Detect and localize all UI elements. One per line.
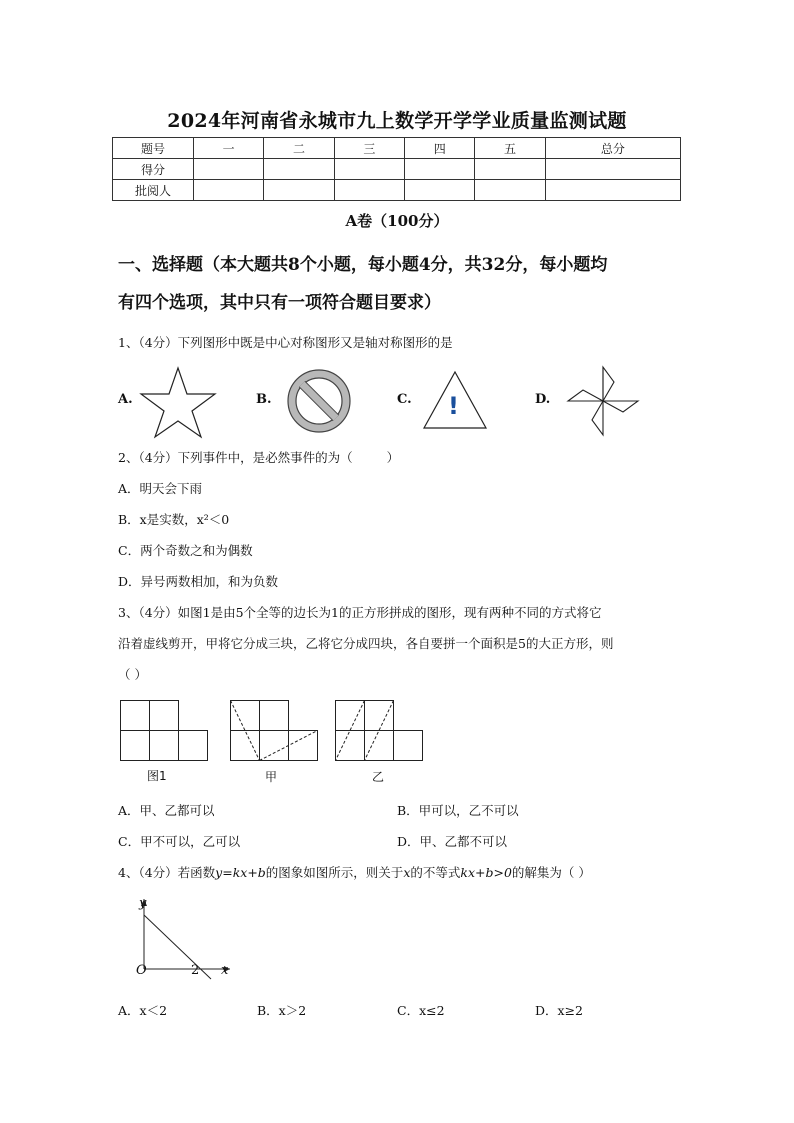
question-2-option-d: D．异号两数相加，和为负数 [118, 574, 279, 589]
question-4-option-b: B．x＞2 [257, 1003, 307, 1018]
question-3-option-b: B．甲可以，乙不可以 [397, 803, 519, 818]
table-cell [264, 159, 334, 180]
exclamation-icon: ! [448, 392, 459, 420]
graph-intercept-label: 2 [191, 963, 200, 978]
table-cell: 五 [475, 138, 545, 159]
table-cell: 总分 [545, 138, 680, 159]
q4-text: 的图象如图所示，则关于 [265, 865, 404, 880]
table-row [113, 138, 681, 159]
q4-inequality: kx+b>0 [460, 865, 512, 880]
question-3-option-c: C．甲不可以，乙可以 [118, 834, 241, 849]
question-4-option-c: C．x≤2 [397, 1003, 445, 1018]
question-2-stem-close: ） [386, 450, 400, 465]
question-3-stem-line1: 3、（4分）如图1是由5个全等的边长为1的正方形拼成的图形，现有两种不同的方式将它 [118, 605, 602, 620]
table-cell [264, 180, 334, 201]
graph-origin-label: O [136, 963, 147, 978]
q4-variable: x [403, 865, 411, 880]
table-cell [334, 180, 404, 201]
table-cell: 二 [264, 138, 334, 159]
table-cell: 批阅人 [113, 180, 194, 201]
section-title: A卷（100分） [345, 212, 449, 230]
question-3-option-a: A．甲、乙都可以 [118, 803, 215, 818]
figure-yi-caption: 乙 [372, 770, 385, 784]
score-table [112, 137, 681, 201]
q4-text: 的解集为（ ） [511, 865, 591, 880]
q4-function: y=kx+b [215, 865, 266, 880]
table-cell [405, 159, 475, 180]
table-cell [475, 180, 545, 201]
q4-text: 4、（4分）若函数 [118, 865, 216, 880]
prohibition-sign-figure [285, 367, 353, 435]
question-2-stem [118, 449, 678, 467]
table-cell [475, 159, 545, 180]
table-cell: 三 [334, 138, 404, 159]
part-heading-line1: 一、选择题（本大题共8个小题，每小题4分，共32分，每小题均 [118, 255, 608, 275]
part-heading-line2: 有四个选项，其中只有一项符合题目要求） [118, 293, 441, 313]
question-2-option-b: B．x是实数，x²＜0 [118, 512, 230, 527]
question-1-stem: 1、（4分）下列图形中既是中心对称图形又是轴对称图形的是 [118, 335, 453, 350]
question-3-option-d: D．甲、乙都不可以 [397, 834, 508, 849]
option-c-label: C. [397, 392, 412, 407]
table-cell: 一 [194, 138, 264, 159]
table-cell [194, 180, 264, 201]
question-4-option-a: A．x＜2 [118, 1003, 168, 1018]
table-cell [194, 159, 264, 180]
table-cell [334, 159, 404, 180]
question-2-stem-text: 2、（4分）下列事件中，是必然事件的为（ [118, 450, 353, 465]
graph-x-label: x [221, 963, 229, 978]
question-2-option-c: C．两个奇数之和为偶数 [118, 543, 253, 558]
question-4-stem [118, 864, 678, 882]
question-3-stem-line3: （ ） [118, 667, 147, 682]
figure-1-caption: 图1 [147, 769, 167, 783]
option-b-label: B. [256, 392, 272, 407]
table-row [113, 159, 681, 180]
table-cell [545, 180, 680, 201]
figure-jia-cut [230, 700, 320, 762]
question-2-option-a: A．明天会下雨 [118, 481, 203, 496]
table-cell [545, 159, 680, 180]
pinwheel-figure [564, 364, 642, 438]
question-4-option-d: D．x≥2 [535, 1003, 583, 1018]
table-cell: 四 [405, 138, 475, 159]
table-row [113, 180, 681, 201]
table-cell: 得分 [113, 159, 194, 180]
graph-y-label: y [139, 896, 147, 911]
figure-1-squares [120, 700, 210, 762]
page-title: 2024年河南省永城市九上数学开学学业质量监测试题 [167, 110, 627, 132]
figure-yi-cut [335, 700, 425, 762]
question-3-stem-line2: 沿着虚线剪开，甲将它分成三块，乙将它分成四块，各自要拼一个面积是5的大正方形，则 [118, 636, 614, 651]
q4-text: 的不等式 [410, 865, 461, 880]
option-d-label: D. [535, 392, 551, 407]
figure-jia-caption: 甲 [265, 770, 278, 784]
table-cell [405, 180, 475, 201]
star-figure [140, 366, 220, 438]
table-cell: 题号 [113, 138, 194, 159]
option-a-label: A. [118, 392, 133, 407]
